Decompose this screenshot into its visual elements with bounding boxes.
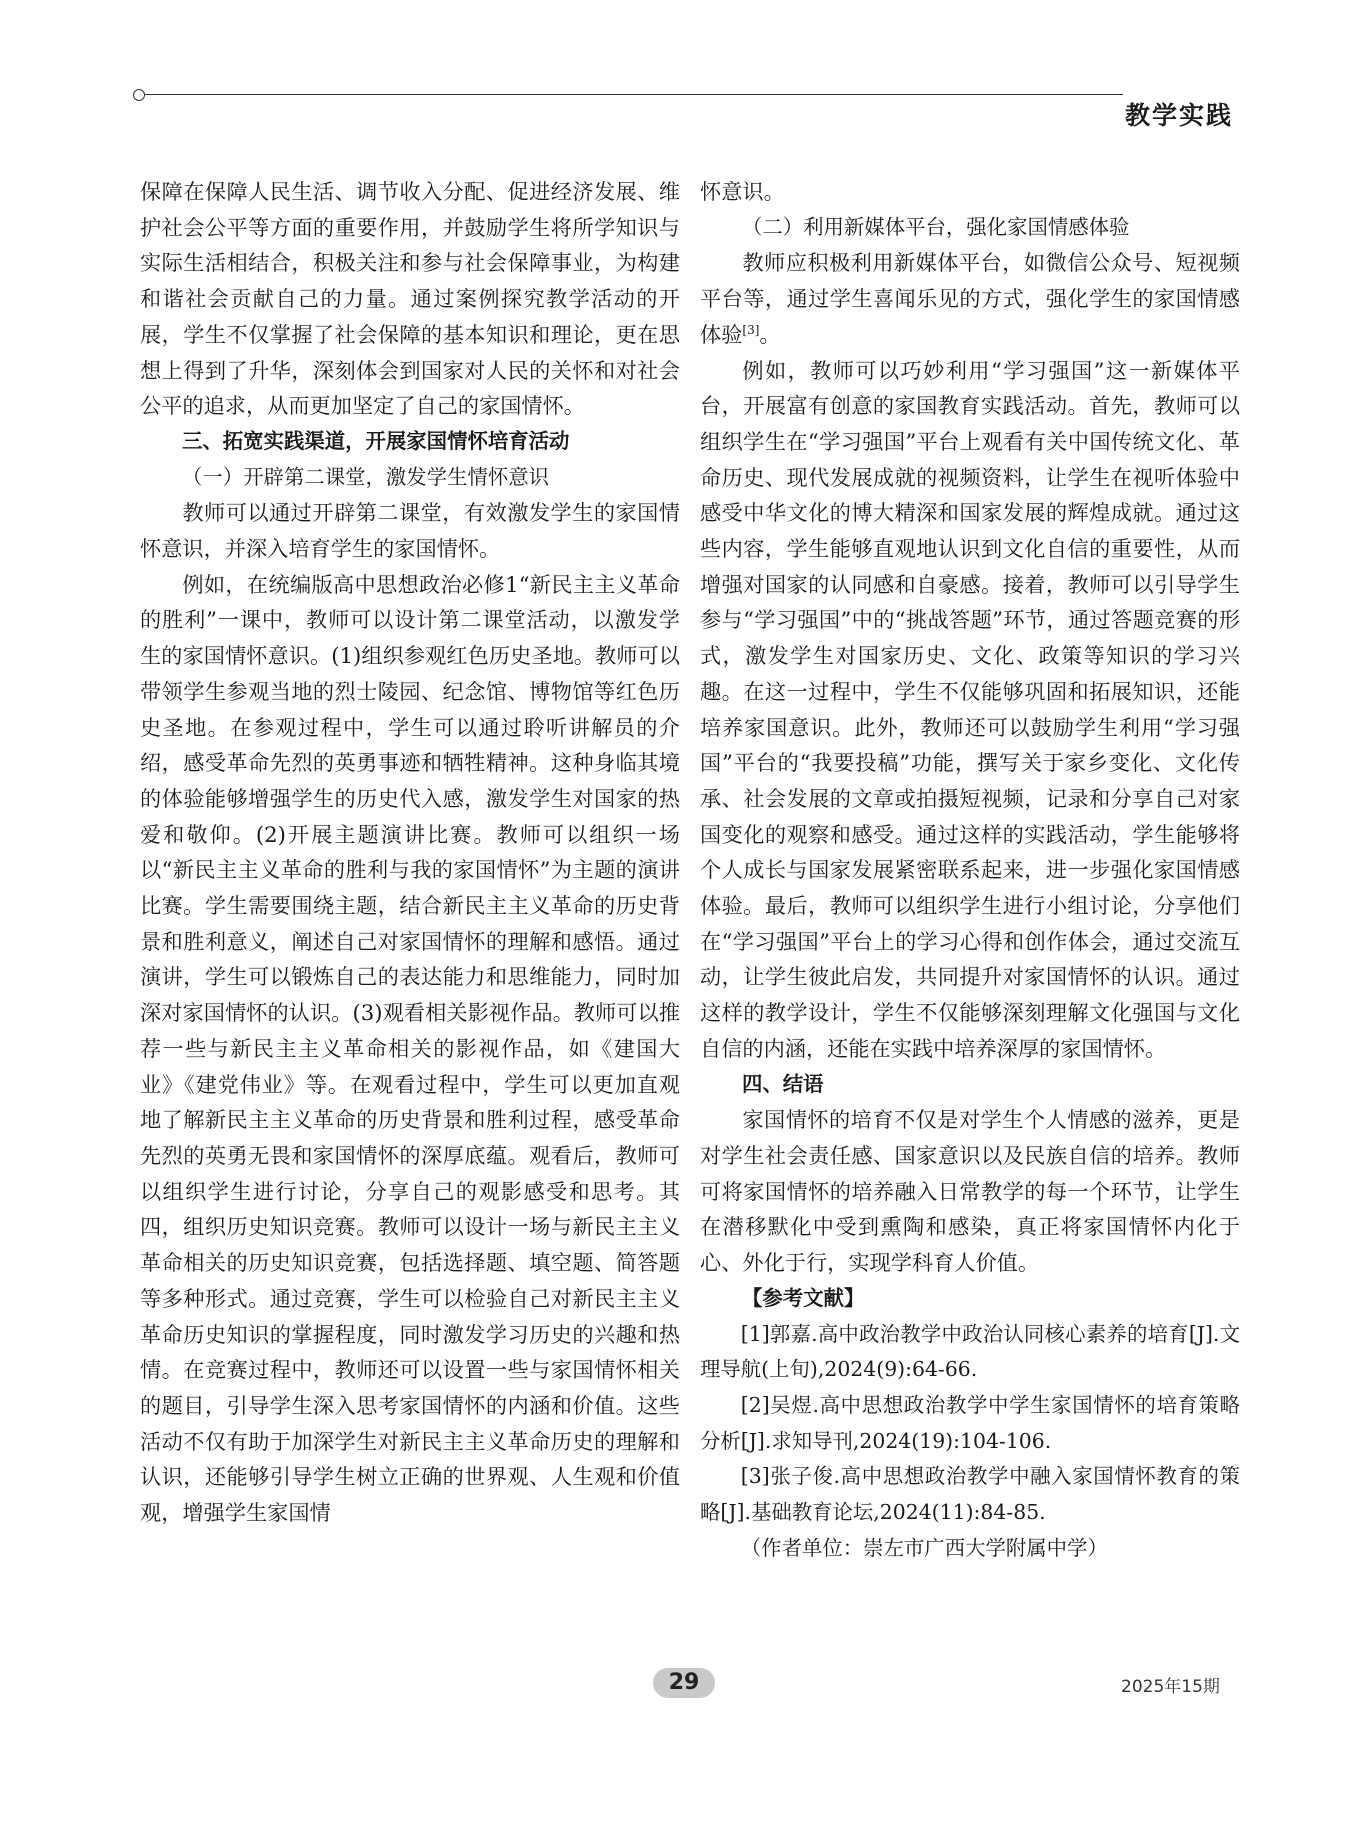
header-rule bbox=[145, 94, 1123, 95]
issue-label: 2025年15期 bbox=[1121, 1677, 1220, 1697]
paragraph: 教师可以通过开辟第二课堂，有效激发学生的家国情怀意识，并深入培育学生的家国情怀。 bbox=[140, 500, 680, 562]
paragraph: 例如，教师可以巧妙利用“学习强国”这一新媒体平台，开展富有创意的家国教育实践活动。首先，教师可以组织学生在“学习强国”平台上观看有关中国传统文化、革命历史、现代发展成就的视频资料，让学生在视听体验中感受中华文化的博大精深和国家发展的辉煌成就。通过这些内容，学生能够直观地认识到文化自信的重要性，从而增强对国家的认同感和自豪感。接着，教师可以引导学生参与“学习强国”中的“挑战答题”环节，通过答题竞赛的形式，激发学生对国家历史、文化、政策等知识的学习兴趣。在这一过程中，学生不仅能够巩固和拓展知识，还能培养家国意识。此外，教师还可以鼓励学生利用“学习强国”平台的“我要投稿”功能，撰写关于家乡变化、文化传承、社会发展的文章或拍摄短视频，记录和分享自己对家国变化的观察和感受。通过这样的实践活动，学生能够将个人成长与国家发展紧密联系起来，进一步强化家国情感体验。最后，教师可以组织学生进行小组讨论，分享他们在“学习强国”平台上的学习心得和创作体会，通过交流互动，让学生彼此启发，共同提升对家国情怀的认识。通过这样的教学设计，学生不仅能够深刻理解文化强国与文化自信的内涵，还能在实践中培养深厚的家国情怀。 bbox=[700, 357, 1240, 1061]
header-circle-ornament bbox=[133, 89, 145, 101]
references-heading: 【参考文献】 bbox=[742, 1285, 865, 1310]
page-number: 29 bbox=[653, 1668, 715, 1698]
paragraph: 家国情怀的培育不仅是对学生个人情感的滋养，更是对学生社会责任感、国家意识以及民族自信的培养。教师可将家国情怀的培养融入日常教学的每一个环节，让学生在潜移默化中受到熏陶和感染，真正将家国情怀内化于心、外化于行，实现学科育人价值。 bbox=[700, 1107, 1240, 1276]
section-title: 教学实践 bbox=[1125, 101, 1234, 130]
author-affiliation: （作者单位：崇左市广西大学附属中学） bbox=[740, 1535, 1108, 1560]
paragraph: 例如，在统编版高中思想政治必修1“新民主主义革命的胜利”一课中，教师可以设计第二课堂活动，以激发学生的家国情怀意识。(1)组织参观红色历史圣地。教师可以带领学生参观当地的烈士陵园、纪念馆、博物馆等红色历史圣地。在参观过程中，学生可以通过聆听讲解员的介绍，感受革命先烈的英勇事迹和牺牲精神。这种身临其境的体验能够增强学生的历史代入感，激发学生对国家的热爱和敬仰。(2)开展主题演讲比赛。教师可以组织一场以“新民主主义革命的胜利与我的家国情怀”为主题的演讲比赛。学生需要围绕主题，结合新民主主义革命的历史背景和胜利意义，阐述自己对家国情怀的理解和感悟。通过演讲，学生可以锻炼自己的表达能力和思维能力，同时加深对家国情怀的认识。(3)观看相关影视作品。教师可以推荐一些与新民主主义革命相关的影视作品，如《建国大业》《建党伟业》等。在观看过程中，学生可以更加直观地了解新民主主义革命的历史背景和胜利过程，感受革命先烈的英勇无畏和家国情怀的深厚底蕴。观看后，教师可以组织学生进行讨论，分享自己的观影感受和思考。其四，组织历史知识竞赛。教师可以设计一场与新民主主义革命相关的历史知识竞赛，包括选择题、填空题、简答题等多种形式。通过竞赛，学生可以检验自己对新民主主义革命历史知识的掌握程度，同时激发学习历史的兴趣和热情。在竞赛过程中，教师还可以设置一些与家国情怀相关的题目，引导学生深入思考家国情怀的内涵和价值。这些活动不仅有助于加深学生对新民主主义革命历史的理解和认识，还能够引导学生树立正确的世界观、人生观和价值观，增强学生家国情 bbox=[140, 571, 680, 1526]
left-column bbox=[140, 174, 680, 1531]
paragraph-text: 。 bbox=[759, 321, 781, 347]
reference-item: [1]郭嘉.高中政治教学中政治认同核心素养的培育[J].文理导航(上旬),2024(9):64-66. bbox=[700, 1321, 1240, 1382]
subsection-heading: （一）开辟第二课堂，激发学生情怀意识 bbox=[182, 464, 550, 489]
subsection-heading: （二）利用新媒体平台，强化家国情感体验 bbox=[742, 214, 1130, 239]
citation-marker: [3] bbox=[742, 322, 760, 337]
paragraph-text: 教师应积极利用新媒体平台，如微信公众号、短视频平台等，通过学生喜闻乐见的方式，强化学生的家国情感体验 bbox=[700, 250, 1240, 347]
paragraph bbox=[700, 245, 1240, 352]
section-heading: 三、拓宽实践渠道，开展家国情怀培育活动 bbox=[182, 428, 570, 453]
reference-item: [2]吴煜.高中思想政治教学中学生家国情怀的培育策略分析[J].求知导刊,2024(19):104-106. bbox=[700, 1392, 1240, 1453]
paragraph: 保障在保障人民生活、调节收入分配、促进经济发展、维护社会公平等方面的重要作用，并鼓励学生将所学知识与实际生活相结合，积极关注和参与社会保障事业，为构建和谐社会贡献自己的力量。通过案例探究教学活动的开展，学生不仅掌握了社会保障的基本知识和理论，更在思想上得到了升华，深刻体会到国家对人民的关怀和对社会公平的追求，从而更加坚定了自己的家国情怀。 bbox=[140, 179, 680, 419]
right-column bbox=[700, 174, 1240, 1566]
paragraph: 怀意识。 bbox=[700, 179, 785, 204]
reference-item: [3]张子俊.高中思想政治教学中融入家国情怀教育的策略[J].基础教育论坛,2024(11):84-85. bbox=[700, 1464, 1240, 1525]
section-heading: 四、结语 bbox=[742, 1071, 824, 1096]
